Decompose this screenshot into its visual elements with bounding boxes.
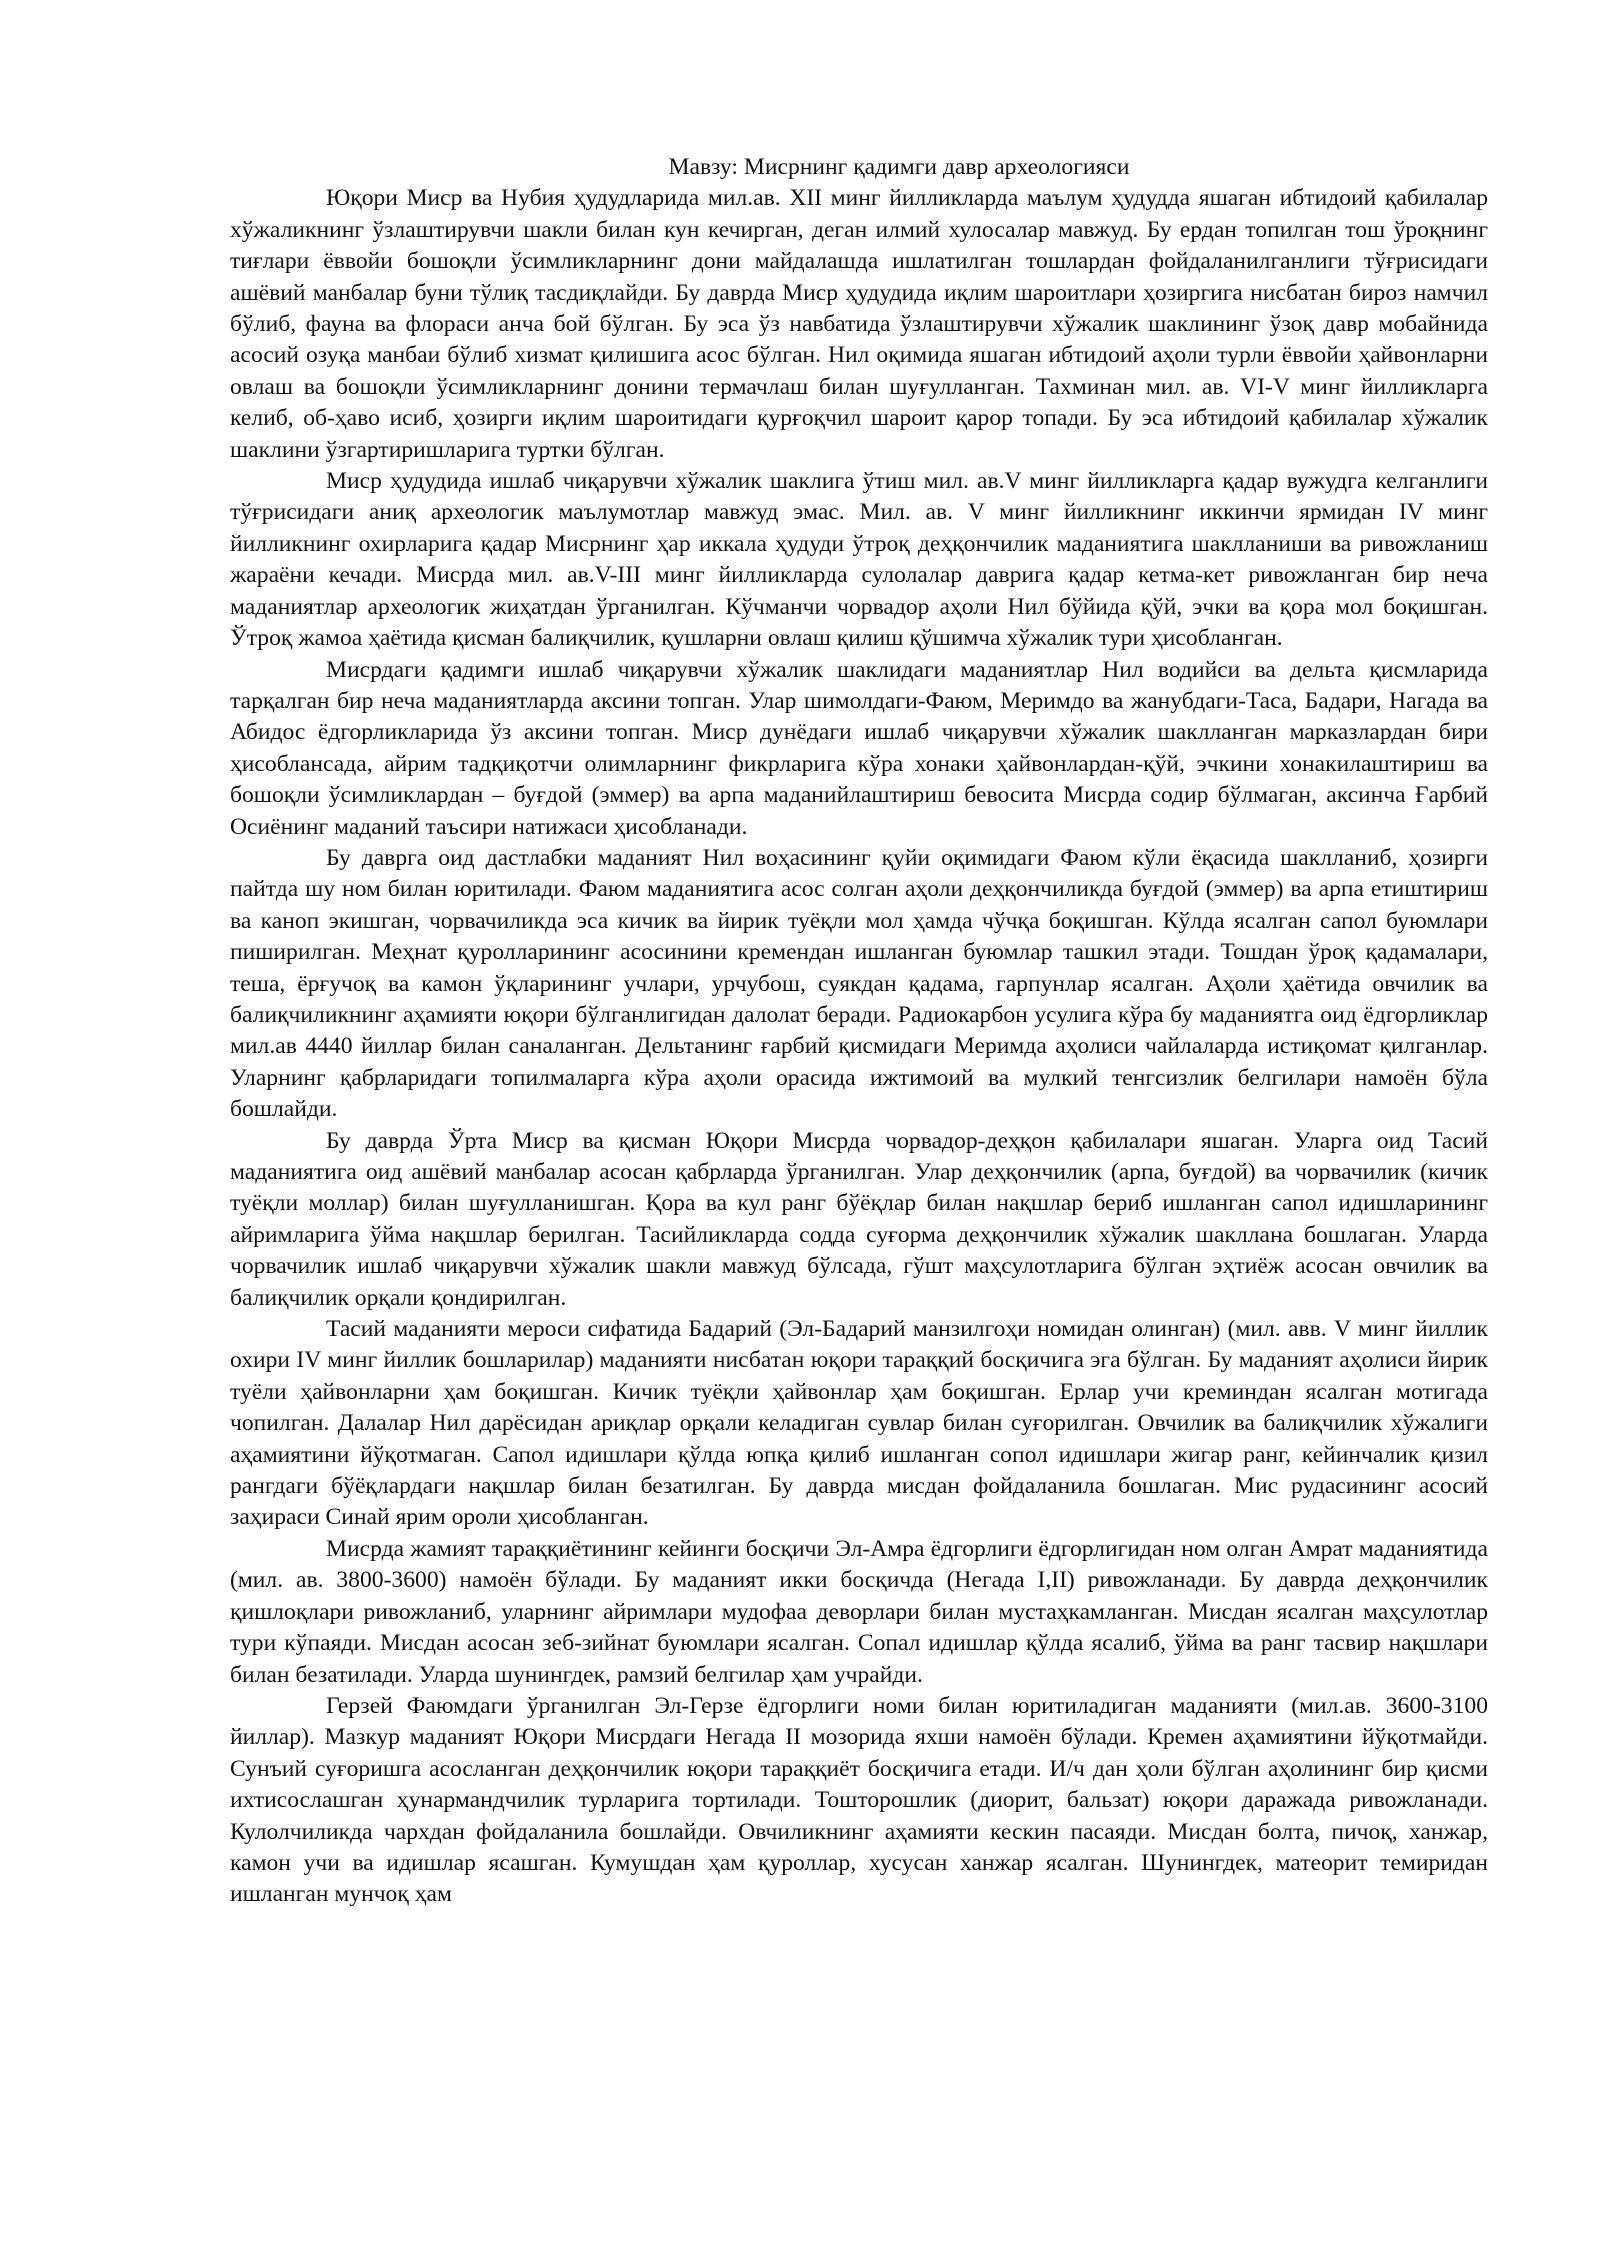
document-title: Мавзу: Мисрнинг қадимги давр археологияси: [668, 154, 1130, 180]
paragraph-5: Бу даврда Ўрта Миср ва қисман Юқори Мисрда чорвадор-деҳқон қабилалари яшаган. Уларга оид Тасий маданиятига оид ашёвий манбалар асосан қабрларда ўрганилган. Улар деҳқончилик (арпа, буғдой) ва чорвачилик (кичик туёқли моллар) билан шуғулланишган. Қора ва кул ранг бўёқлар билан нақшлар бериб ишланган сапол идишларининг айримларига ўйма нақшлар берилган. Тасийликларда содда суғорма деҳқончилик хўжалик шакллана бошлаган. Уларда чорвачилик ишлаб чиқарувчи хўжалик шакли мавжуд бўлсада, гўшт маҳсулотларига бўлган эҳтиёж асосан овчилик ва балиқчилик орқали қондирилган.: [230, 1127, 1488, 1311]
paragraph-7: Мисрда жамият тараққиётининг кейинги босқичи Эл-Амра ёдгорлиги ёдгорлигидан ном олган Амрат маданиятида (мил. ав. 3800-3600) намоён бўлади. Бу маданият икки босқичда (Негада I,II) ривожланади. Бу даврда деҳқончилик қишлоқлари ривожланиб, уларнинг айримлари мудофаа деворлари билан мустаҳкамланган. Мисдан ясалган маҳсулотлар тури кўпаяди. Мисдан асосан зеб-зийнат буюмлари ясалган. Сопал идишлар қўлда ясалиб, ўйма ва ранг тасвир нақшлари билан безатилади. Уларда шунингдек, рамзий белгилар ҳам учрайди.: [230, 1535, 1488, 1688]
paragraph-4: Бу даврга оид дастлабки маданият Нил воҳасининг қуйи оқимидаги Фаюм кўли ёқасида шаклланиб, ҳозирги пайтда шу ном билан юритилади. Фаюм маданиятига асос солган аҳоли деҳқончиликда буғдой (эммер) ва арпа етиштириш ва каноп экишган, чорвачиликда эса кичик ва йирик туёқли мол ҳамда чўчқа боқишган. Кўлда ясалган сапол буюмлари пиширилган. Меҳнат қуролларининг асосинини кремендан ишланган буюмлар ташкил этади. Тошдан ўроқ қадамалари, теша, ёрғучоқ ва камон ўқларининг учлари, урчубош, суякдан қадама, гарпунлар ясалган. Аҳоли ҳаётида овчилик ва балиқчиликнинг аҳамияти юқори бўлганлигидан далолат беради. Радиокарбон усулига кўра бу маданиятга оид ёдгорликлар мил.ав 4440 йиллар билан саналанган. Дельтанинг ғарбий қисмидаги Меримда аҳолиси чайлаларда истиқомат қилганлар. Уларнинг қабрларидаги топилмаларга кўра аҳоли орасида ижтимоий ва мулкий тенгсизлик белгилари намоён бўла бошлайди.: [230, 844, 1488, 1123]
paragraph-2: Миср ҳудудида ишлаб чиқарувчи хўжалик шаклига ўтиш мил. ав.V минг йилликларга қадар вужудга келганлиги тўғрисидаги аниқ археологик маълумотлар мавжуд эмас. Мил. ав. V минг йилликнинг иккинчи ярмидан IV минг йилликнинг охирларига қадар Мисрнинг ҳар иккала ҳудуди ўтроқ деҳқончилик маданиятига шаклланиши ва ривожланиш жараёни кечади. Мисрда мил. ав.V-III минг йилликларда сулолалар даврига қадар кетма-кет ривожланган бир неча маданиятлар археологик жиҳатдан ўрганилган. Кўчманчи чорвадор аҳоли Нил бўйида қўй, эчки ва қора мол боқишган. Ўтроқ жамоа ҳаётида қисман балиқчилик, қушларни овлаш қилиш қўшимча хўжалик тури ҳисобланган.: [230, 468, 1488, 652]
paragraph-6: Тасий маданияти мероси сифатида Бадарий (Эл-Бадарий манзилгоҳи номидан олинган) (мил. авв. V минг йиллик охири IV минг йиллик бошларилар) маданияти нисбатан юқори тараққий босқичига эга бўлган. Бу маданият аҳолиси йирик туёли ҳайвонларни ҳам боқишган. Кичик туёқли ҳайвонлар ҳам боқишган. Ерлар учи креминдан ясалган мотигада чопилган. Далалар Нил дарёсидан ариқлар орқали келадиган сувлар билан суғорилган. Овчилик ва балиқчилик хўжалиги аҳамиятини йўқотмаган. Сапол идишлари қўлда юпқа қилиб ишланган сопол идишлари жигар ранг, кейинчалик қизил рангдаги бўёқлардаги нақшлар билан безатилган. Бу даврда мисдан фойдаланила бошлаган. Мис рудасининг асосий заҳираси Синай ярим ороли ҳисобланган.: [230, 1316, 1488, 1531]
paragraph-1: Юқори Миср ва Нубия ҳудудларида мил.ав. XII минг йилликларда маълум ҳудудда яшаган ибтидоий қабилалар хўжаликнинг ўзлаштирувчи шакли билан кун кечирган, деган илмий хулосалар мавжуд. Бу ердан топилган тош ўроқнинг тиғлари ёввойи бошоқли ўсимликларнинг дони майдалашда ишлатилган тошлардан фойдаланилганлиги тўғрисидаги ашёвий манбалар буни тўлиқ тасдиқлайди. Бу даврда Миср ҳудудида иқлим шароитлари ҳозиргига нисбатан бироз намчил бўлиб, фауна ва флораси анча бой бўлган. Бу эса ўз навбатида ўзлаштирувчи хўжалик шаклининг ўзоқ давр мобайнида асосий озуқа манбаи бўлиб хизмат қилишига асос бўлган. Нил оқимида яшаган ибтидоий аҳоли турли ёввойи ҳайвонларни овлаш ва бошоқли ўсимликларнинг донини термачлаш билан шуғулланган. Тахминан мил. ав. VI-V минг йилликларга келиб, об-ҳаво исиб, ҳозирги иқлим шароитидаги қурғоқчил шароит қарор топади. Бу эса ибтидоий қабилалар хўжалик шаклини ўзгартиришларига туртки бўлган.: [230, 185, 1488, 463]
paragraph-3: Мисрдаги қадимги ишлаб чиқарувчи хўжалик шаклидаги маданиятлар Нил водийси ва дельта қисмларида тарқалган бир неча маданиятларда аксини топган. Улар шимолдаги-Фаюм, Меримдо ва жанубдаги-Таса, Бадари, Нагада ва Абидос ёдгорликларида ўз аксини топган. Миср дунёдаги ишлаб чиқарувчи хўжалик шаклланган марказлардан бири ҳисоблансада, айрим тадқиқотчи олимларнинг фикрларига кўра хонаки ҳайвонлардан-қўй, эчкини хонакилаштириш ва бошоқли ўсимликлардан – буғдой (эммер) ва арпа маданийлаштириш бевосита Мисрда содир бўлмаган, аксинча Ғарбий Осиёнинг маданий таъсири натижаси ҳисобланади.: [230, 656, 1488, 840]
document-page: [230, 152, 1488, 1911]
paragraph-8: Герзей Фаюмдаги ўрганилган Эл-Герзе ёдгорлиги номи билан юритиладиган маданияти (мил.ав. 3600-3100 йиллар). Мазкур маданият Юқори Мисрдаги Негада II мозорида яхши намоён бўлади. Кремен аҳамиятини йўқотмайди. Сунъий суғоришга асосланган деҳқончилик юқори тараққиёт босқичига етади. И/ч дан ҳоли бўлган аҳолининг бир қисми ихтисослашган ҳунармандчилик турларига тортилади. Тошторошлик (диорит, бальзат) юқори даражада ривожланади. Кулолчиликда чархдан фойдаланила бошлайди. Овчиликнинг аҳамияти кескин пасаяди. Мисдан болта, пичоқ, ханжар, камон учи ва идишлар ясашган. Кумушдан ҳам қуроллар, хусусан ханжар ясалган. Шунингдек, матеорит темиридан ишланган мунчоқ ҳам: [230, 1692, 1488, 1908]
